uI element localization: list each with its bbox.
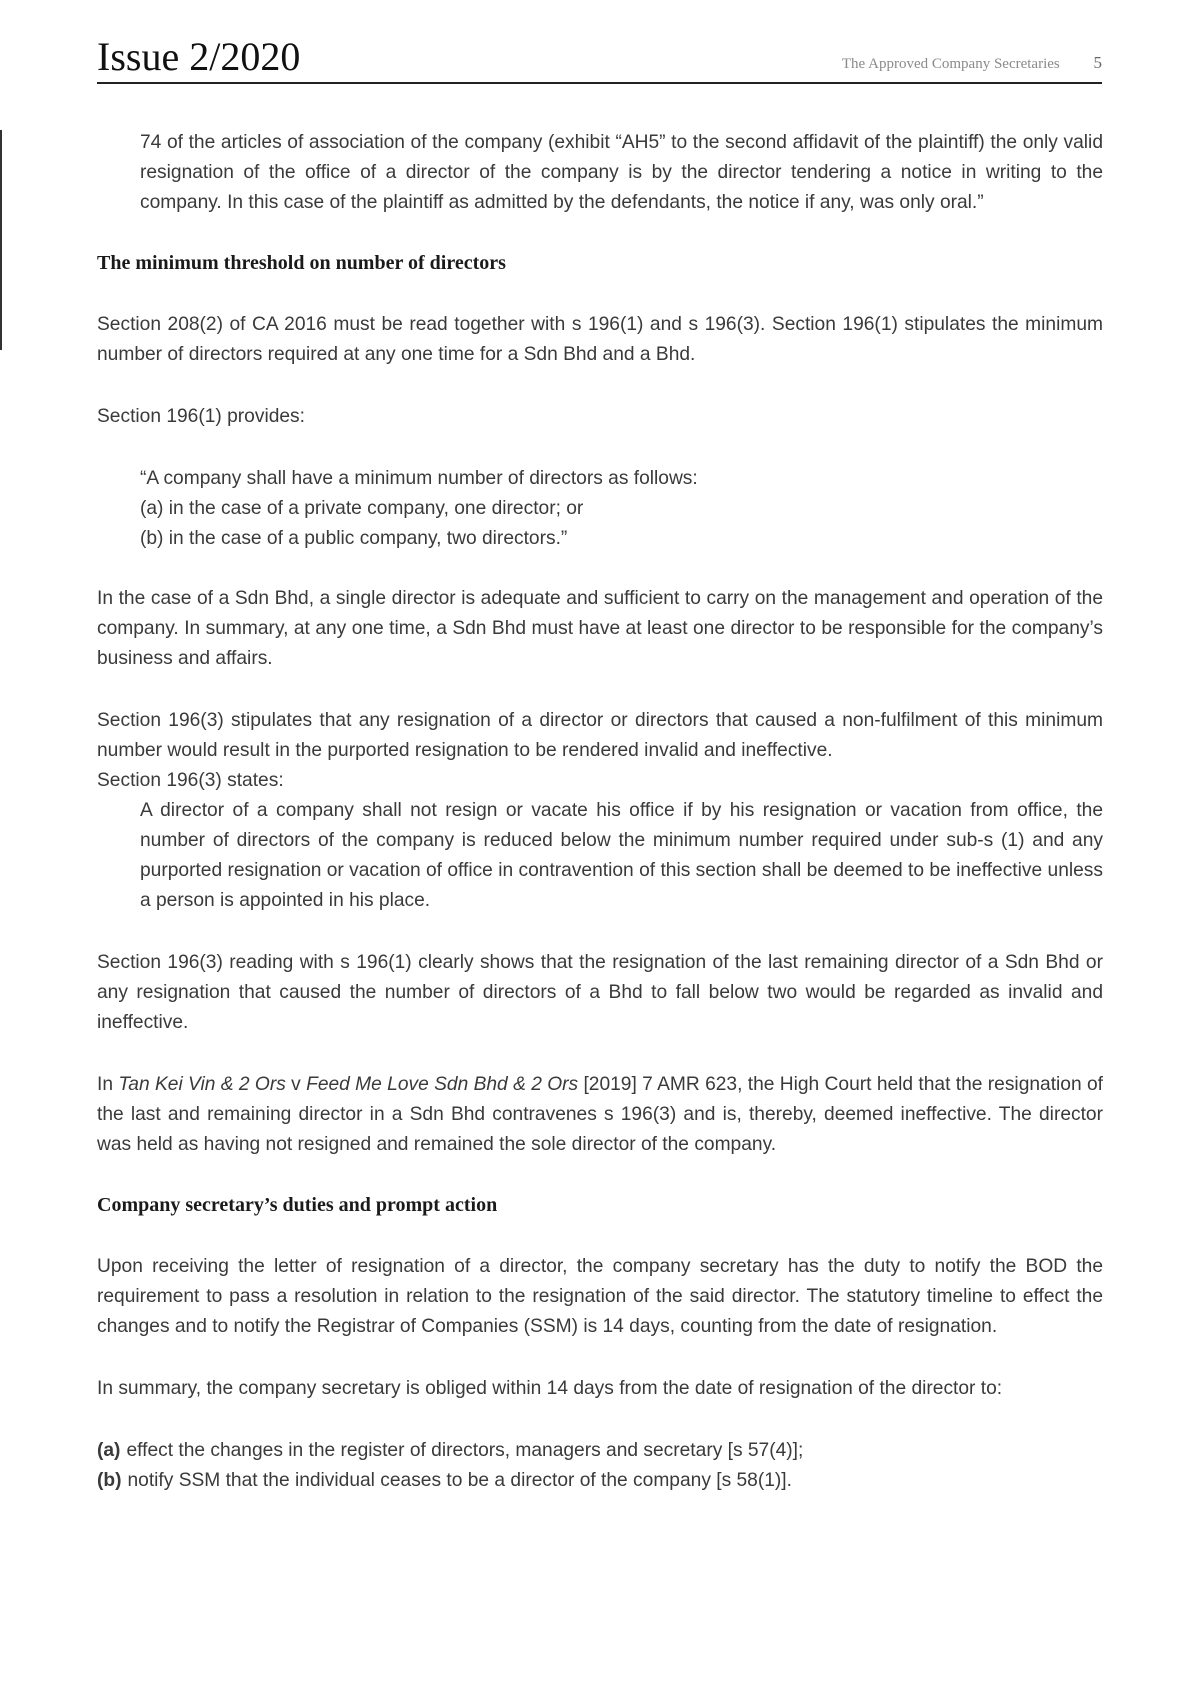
paragraph: In summary, the company secretary is obliged within 14 days from the date of resignation of the director to: <box>97 1378 1003 1399</box>
list-item <box>97 1436 1103 1466</box>
list-text: effect the changes in the register of directors, managers and secretary [s 57(4)]; <box>126 1440 804 1461</box>
issue-title: Issue 2/2020 <box>97 34 301 79</box>
paragraph: Upon receiving the letter of resignation of a director, the company secretary has the duty to notify the BOD the requirement to pass a resolution in relation to the resignation of the said director. The statutory timeline to effect the changes and to notify the Registrar of Companies (SSM) is 14 days, counting from the date of resignation. <box>97 1256 1103 1337</box>
paragraph: Section 196(3) stipulates that any resignation of a director or directors that caused a non-fulfilment of this minimum number would result in the purported resignation to be rendered invalid and ineffective. <box>97 710 1103 761</box>
quote-line: (b) in the case of a public company, two directors.” <box>140 528 568 549</box>
text: In <box>97 1074 119 1095</box>
margin-rule <box>0 130 2 350</box>
quote-continued: 74 of the articles of association of the company (exhibit “AH5” to the second affidavit of the plaintiff) the only valid resignation of the office of a director of the company is by the director tendering a notice in writing to the company. In this case of the plaintiff as admitted by the defendants, the notice if any, was only oral.” <box>140 132 1103 213</box>
case-name: Tan Kei Vin & 2 Ors <box>118 1074 286 1095</box>
header-publication <box>842 53 1102 73</box>
paragraph: In the case of a Sdn Bhd, a single director is adequate and sufficient to carry on the management and operation of the company. In summary, at any one time, a Sdn Bhd must have at least one director to be responsible for the company’s business and affairs. <box>97 588 1103 669</box>
block-quote <box>97 464 1103 554</box>
quote-line: (a) in the case of a private company, one director; or <box>140 498 584 519</box>
text: v <box>285 1074 307 1095</box>
duties-list <box>97 1436 1103 1496</box>
list-marker: (b) <box>97 1470 122 1491</box>
heading-company-secretary-duties: Company secretary’s duties and prompt action <box>97 1194 498 1216</box>
list-marker: (a) <box>97 1440 121 1461</box>
paragraph: Section 196(1) provides: <box>97 406 305 427</box>
article-body <box>97 128 1103 1496</box>
paragraph: Section 196(3) reading with s 196(1) clearly shows that the resignation of the last remaining director of a Sdn Bhd or any resignation that caused the number of directors of a Bhd to fall below two would be regarded as invalid and ineffective. <box>97 952 1103 1033</box>
heading-minimum-threshold: The minimum threshold on number of directors <box>97 252 506 274</box>
text: [2019] 7 AMR 623, the High Court held that the resignation of the last and remaining director in a Sdn Bhd contravenes s 196(3) and is, thereby, deemed ineffective. The director was held as having not resigned and remained the sole director of the company. <box>97 1074 1103 1155</box>
quote-line: “A company shall have a minimum number of directors as follows: <box>140 468 698 489</box>
case-name: Feed Me Love Sdn Bhd & 2 Ors <box>306 1074 579 1095</box>
publication-name: The Approved Company Secretaries <box>841 56 1060 72</box>
page-header <box>97 34 1102 84</box>
list-text: notify SSM that the individual ceases to be a director of the company [s 58(1)]. <box>127 1470 792 1491</box>
list-item <box>97 1466 1103 1496</box>
paragraph: Section 208(2) of CA 2016 must be read together with s 196(1) and s 196(3). Section 196(1) stipulates the minimum number of directors required at any one time for a Sdn Bhd and a Bhd. <box>97 314 1103 365</box>
page-number: 5 <box>1093 53 1102 72</box>
block-quote: A director of a company shall not resign or vacate his office if by his resignation or vacation from office, the number of directors of the company is reduced below the minimum number required under sub-s (1) and any purported resignation or vacation of office in contravention of this section shall be deemed to be ineffective unless a person is appointed in his place. <box>140 800 1103 911</box>
paragraph-case-citation <box>97 1070 1103 1160</box>
paragraph: Section 196(3) states: <box>97 770 284 791</box>
